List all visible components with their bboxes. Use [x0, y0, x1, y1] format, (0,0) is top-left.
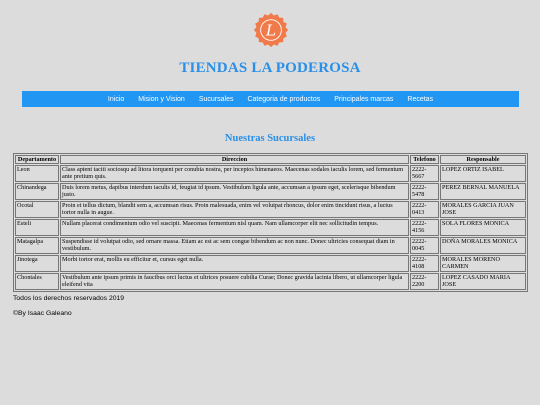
table-row [15, 255, 526, 272]
cell-responsable: MORALES MORENO CARMEN [440, 255, 526, 272]
cell-direccion: Duis lorem metus, dapibus interdum iaculis id, feugiat id ipsum. Vestibulum ligula ante, accumsan a ipsum eget, scelerisque bibendum justo. [60, 183, 409, 200]
cell-direccion: Nullam placerat condimentum odio vel suscipit. Maecenas fermentum nisl quam. Nam ullamcorper elit nec sollicitudin tempus. [60, 219, 409, 236]
cell-responsable: LOPEZ CASADO MARIA JOSE [440, 273, 526, 290]
cell-direccion: Proin et tellus dictum, blandit sem a, accumsan risus. Proin malesuada, enim vel volutpat rhoncus, dolor enim tincidunt risus, a luctus tortor nulla in augue. [60, 201, 409, 218]
cell-responsable: SOLA FLORES MONICA [440, 219, 526, 236]
main-navbar [22, 91, 519, 107]
cell-telefono: 2222-4156 [410, 219, 439, 236]
cell-direccion: Suspendisse id volutpat odio, sed ornare massa. Etiam ac est ac sem congue bibendum ac non nunc. Donec ultricies consequat diam in vestibulum. [60, 237, 409, 254]
column-header: Responsable [440, 155, 526, 164]
table-row [15, 201, 526, 218]
cell-telefono: 2222-5478 [410, 183, 439, 200]
cell-direccion: Class aptent taciti sociosqu ad litora torquent per conubia nostra, per inceptos himenaeos. Maecenas sodales iaculis lorem, sed fermentum ante pretium quis. [60, 165, 409, 182]
cell-direccion: Morbi tortor erat, mollis eu efficitur et, cursus eget nulla. [60, 255, 409, 272]
cell-responsable: PEREZ BERNAL MANUELA [440, 183, 526, 200]
section-title: Nuestras Sucursales [224, 133, 316, 144]
cell-telefono: 2222-2200 [410, 273, 439, 290]
cell-telefono: 2222-0045 [410, 237, 439, 254]
nav-item-mision-vision[interactable]: Mision y Vision [138, 95, 185, 103]
nav-item-sucursales[interactable]: Sucursales [198, 95, 234, 103]
table-row [15, 183, 526, 200]
cell-telefono: 2222-4108 [410, 255, 439, 272]
cell-responsable: LOPEZ ORTIZ ISABEL [440, 165, 526, 182]
cell-departamento: Esteli [15, 219, 59, 236]
cell-departamento: Chontales [15, 273, 59, 290]
site-title: TIENDAS LA PODEROSA [179, 60, 361, 76]
table-row [15, 219, 526, 236]
table-row [15, 273, 526, 290]
logo-letter: L [265, 21, 277, 40]
cell-responsable: MORALES GARCIA JUAN JOSE [440, 201, 526, 218]
nav-item-inicio[interactable]: Inicio [107, 95, 125, 103]
column-header: Direccion [60, 155, 409, 164]
nav-item-marcas[interactable]: Principales marcas [334, 95, 394, 103]
nav-item-recetas[interactable]: Recetas [407, 95, 434, 103]
logo [253, 12, 289, 48]
cell-telefono: 2222-0413 [410, 201, 439, 218]
cell-departamento: Leon [15, 165, 59, 182]
footer-credit: ©By Isaac Galeano [13, 310, 72, 317]
nav-item-categorias[interactable]: Categoria de productos [247, 95, 321, 103]
cell-departamento: Ocotal [15, 201, 59, 218]
cell-responsable: DOÑA MORALES MONICA [440, 237, 526, 254]
footer-rights: Todos los derechos reservados 2019 [13, 295, 125, 302]
column-header: Departamento [15, 155, 59, 164]
cell-departamento: Matagalpa [15, 237, 59, 254]
cell-departamento: Jinotega [15, 255, 59, 272]
cell-departamento: Chinandega [15, 183, 59, 200]
table-row [15, 237, 526, 254]
branches-table [13, 153, 528, 292]
cell-direccion: Vestibulum ante ipsum primis in faucibus orci luctus et ultrices posuere cubilia Curae; Donec gravida lacinia libero, ut ullamcorper ligula eleifend vita [60, 273, 409, 290]
cell-telefono: 2222-5667 [410, 165, 439, 182]
column-header: Telefono [410, 155, 439, 164]
table-header-row [15, 155, 526, 164]
logo-badge-icon [253, 12, 289, 48]
table-row [15, 165, 526, 182]
